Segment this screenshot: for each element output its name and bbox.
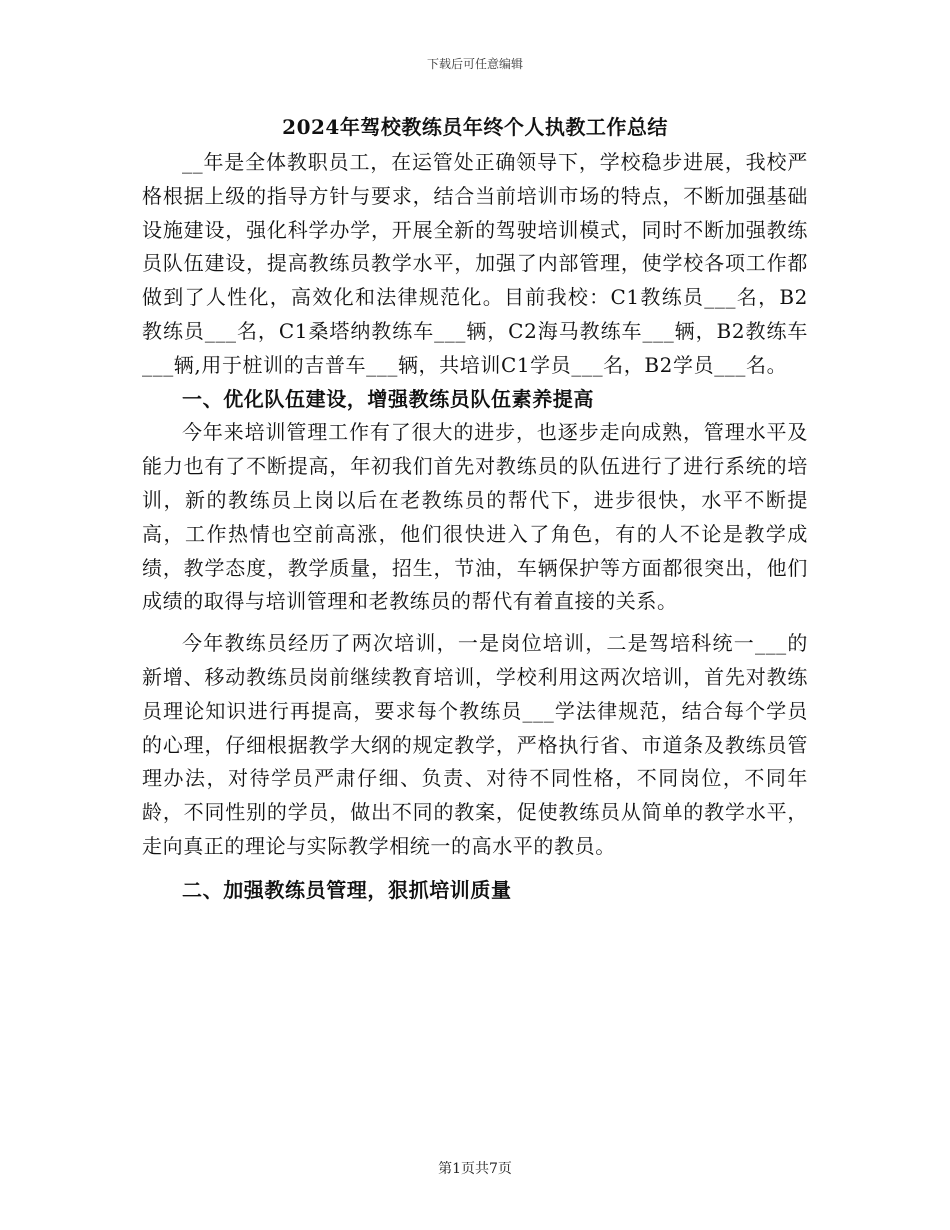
section-2-heading: 二、加强教练员管理，狠抓培训质量 [182,877,512,902]
page-footer: 第1页共7页 [438,1161,512,1177]
document-title: 2024年驾校教练员年终个人执教工作总结 [282,115,668,139]
header-note: 下载后可任意编辑 [426,57,523,71]
section-1-paragraph-2: 今年教练员经历了两次培训，一是岗位培训，二是驾培科统一___的新增、移动教练员岗前继续教育培训，学校利用这两次培训，首先对教练员理论知识进行再提高，要求每个教练员___学法律规范，结合每个学员的心理，仔细根据教学大纲的规定教学，严格执行省、市道条及教练员管理办法，对待学员严肃仔细、负责、对待不同性格，不同岗位，不同年龄，不同性别的学员，做出不同的教案，促使教练员从简单的教学水平，走向真正的理论与实际教学相统一的高水平的教员。 [142,631,808,858]
intro-paragraph: __年是全体教职员工，在运管处正确领导下，学校稳步进展，我校严格根据上级的指导方针与要求，结合当前培训市场的特点，不断加强基础设施建设，强化科学办学，开展全新的驾驶培训模式，同时不断加强教练员队伍建设，提高教练员教学水平，加强了内部管理，使学校各项工作都做到了人性化，高效化和法律规范化。目前我校：C1教练员___名，B2教练员___名，C1桑塔纳教练车___辆，C2海马教练车___辆，B2教练车___辆,用于桩训的吉普车___辆，共培训C1学员___名，B2学员___名。 [142,150,808,377]
section-1-paragraph-1: 今年来培训管理工作有了很大的进步，也逐步走向成熟，管理水平及能力也有了不断提高，年初我们首先对教练员的队伍进行了进行系统的培训，新的教练员上岗以后在老教练员的帮代下，进步很快，水平不断提高，工作热情也空前高涨，他们很快进入了角色，有的人不论是教学成绩，教学态度，教学质量，招生，节油，车辆保护等方面都很突出，他们成绩的取得与培训管理和老教练员的帮代有着直接的关系。 [142,420,808,614]
document-body [142,146,808,908]
section-1-heading: 一、优化队伍建设，增强教练员队伍素养提高 [182,386,594,411]
